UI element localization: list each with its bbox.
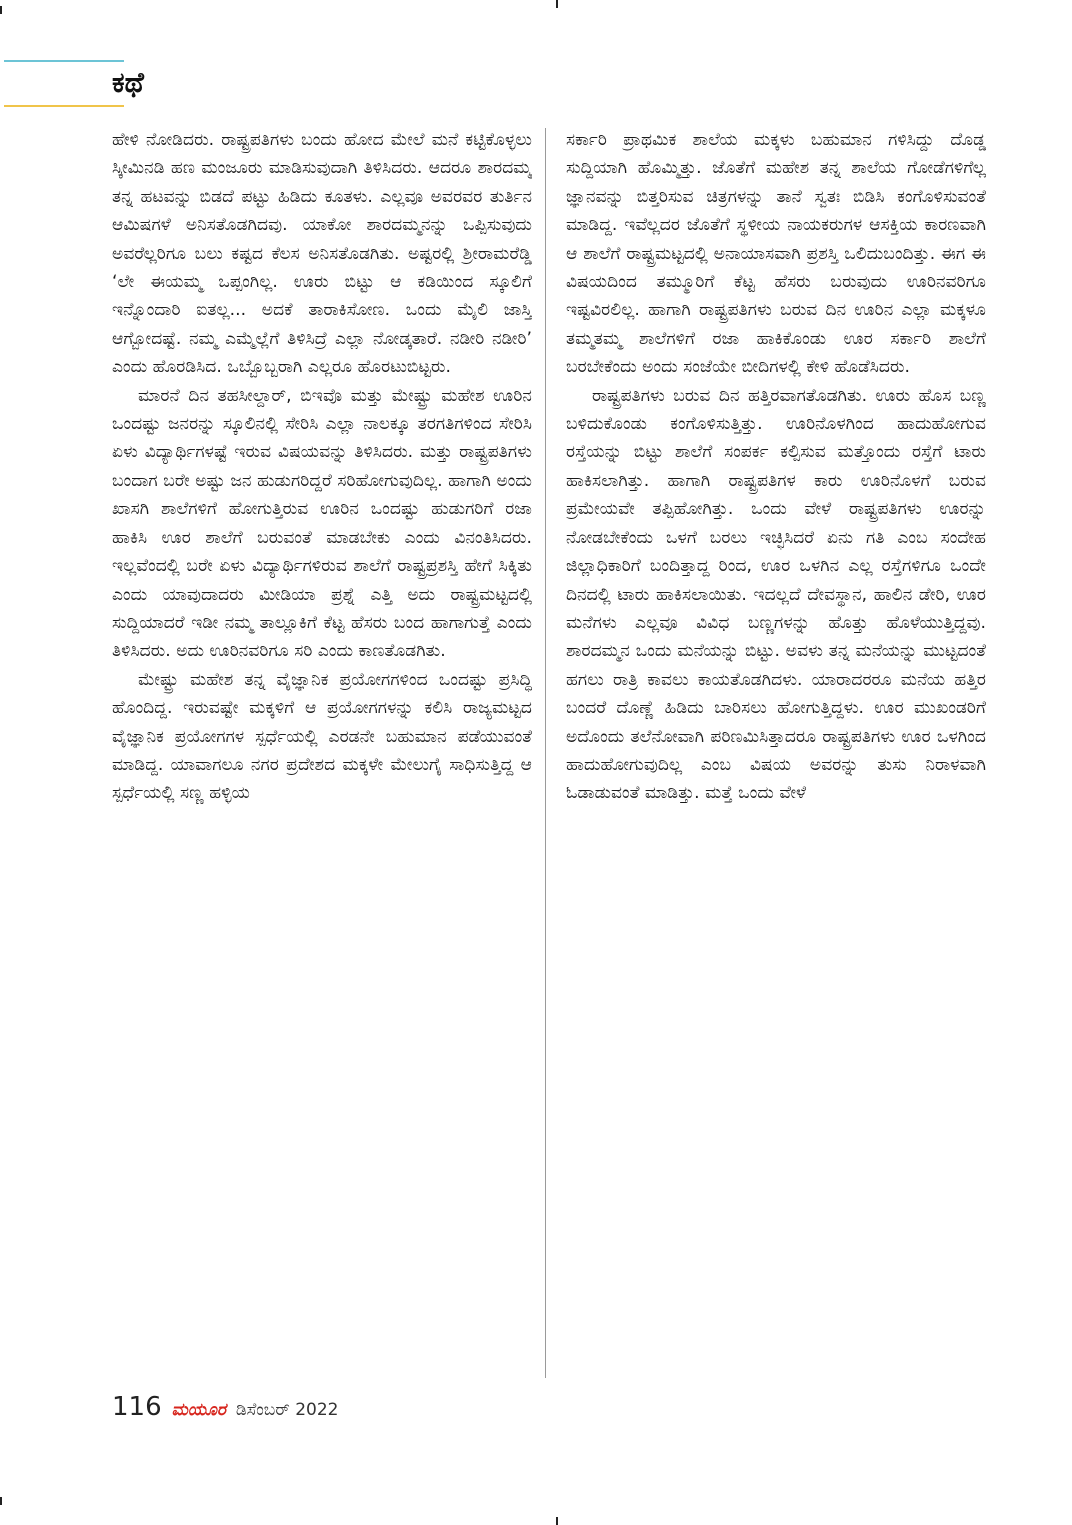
page-footer: [112, 1392, 339, 1432]
page-number: 116: [112, 1392, 162, 1422]
issue-date: ಡಿಸೆಂಬರ್ 2022: [235, 1400, 339, 1420]
section-title: ಕಥೆ: [112, 66, 144, 99]
magazine-name: ಮಯೂರ: [171, 1400, 226, 1420]
text-column-right: [566, 126, 986, 1388]
column-divider: [545, 128, 546, 1378]
paragraph: ಹೇಳಿ ನೋಡಿದರು. ರಾಷ್ಟ್ರಪತಿಗಳು ಬಂದು ಹೋದ ಮೇಲೆ ಮನೆ ಕಟ್ಟಿಕೊಳ್ಳಲು ಸ್ಕೀಮಿನಡಿ ಹಣ ಮಂಜೂರು ಮಾಡಿಸುವುದಾಗಿ ತಿಳಿಸಿದರು. ಆದರೂ ಶಾರದಮ್ಮ ತನ್ನ ಹಟವನ್ನು ಬಿಡದೆ ಪಟ್ಟು ಹಿಡಿದು ಕೂತಳು. ಎಲ್ಲವೂ ಅವರವರ ತುರ್ತಿನ ಆಮಿಷಗಳೆ ಅನಿಸತೊಡಗಿದವು. ಯಾಕೋ ಶಾರದಮ್ಮನನ್ನು ಒಪ್ಪಿಸುವುದು ಅವರೆಲ್ಲರಿಗೂ ಬಲು ಕಷ್ಟದ ಕೆಲಸ ಅನಿಸತೊಡಗಿತು. ಅಷ್ಟರಲ್ಲಿ ಶ್ರೀರಾಮರೆಡ್ಡಿ ‘ಲೇ ಈಯಮ್ಮ ಒಪ್ಪಂಗಿಲ್ಲ. ಊರು ಬಿಟ್ಟು ಆ ಕಡಿಯಿಂದ ಸ್ಕೂಲಿಗೆ ಇನ್ನೊಂದಾರಿ ಐತಲ್ಲ... ಅದಕೆ ತಾರಾಕಿಸೋಣ. ಒಂದು ಮೈಲಿ ಜಾಸ್ತಿ ಆಗ್ಬೋದಷ್ಟೆ. ನಮ್ಮ ಎಮ್ಮೆಲ್ಲೆಗೆ ತಿಳಿಸಿದ್ರೆ ಎಲ್ಲಾ ನೋಡ್ಕತಾರೆ. ನಡೀರಿ ನಡೀರಿ’ ಎಂದು ಹೊರಡಿಸಿದ. ಒಬ್ಬೊಬ್ಬರಾಗಿ ಎಲ್ಲರೂ ಹೊರಟುಬಿಟ್ಟರು.: [112, 130, 532, 378]
crop-mark: [0, 6, 2, 14]
paragraph: ರಾಷ್ಟ್ರಪತಿಗಳು ಬರುವ ದಿನ ಹತ್ತಿರವಾಗತೊಡಗಿತು. ಊರು ಹೊಸ ಬಣ್ಣ ಬಳಿದುಕೊಂಡು ಕಂಗೊಳಿಸುತ್ತಿತ್ತು. ಊರಿನೊಳಗಿಂದ ಹಾದುಹೋಗುವ ರಸ್ತೆಯನ್ನು ಬಿಟ್ಟು ಶಾಲೆಗೆ ಸಂಪರ್ಕ ಕಲ್ಪಿಸುವ ಮತ್ತೊಂದು ರಸ್ತೆಗೆ ಟಾರು ಹಾಕಿಸಲಾಗಿತ್ತು. ಹಾಗಾಗಿ ರಾಷ್ಟ್ರಪತಿಗಳ ಕಾರು ಊರಿನೊಳಗೆ ಬರುವ ಪ್ರಮೇಯವೇ ತಪ್ಪಿಹೋಗಿತ್ತು. ಒಂದು ವೇಳೆ ರಾಷ್ಟ್ರಪತಿಗಳು ಊರನ್ನು ನೋಡಬೇಕೆಂದು ಒಳಗೆ ಬರಲು ಇಚ್ಛಿಸಿದರೆ ಏನು ಗತಿ ಎಂಬ ಸಂದೇಹ ಜಿಲ್ಲಾಧಿಕಾರಿಗೆ ಬಂದಿತ್ತಾದ್ದ ರಿಂದ, ಊರ ಒಳಗಿನ ಎಲ್ಲ ರಸ್ತೆಗಳಿಗೂ ಒಂದೇ ದಿನದಲ್ಲಿ ಟಾರು ಹಾಕಿಸಲಾಯಿತು. ಇದಲ್ಲದೆ ದೇವಸ್ಥಾನ, ಹಾಲಿನ ಡೇರಿ, ಊರ ಮನೆಗಳು ಎಲ್ಲವೂ ವಿವಿಧ ಬಣ್ಣಗಳನ್ನು ಹೊತ್ತು ಹೊಳೆಯುತ್ತಿದ್ದವು. ಶಾರದಮ್ಮನ ಒಂದು ಮನೆಯನ್ನು ಬಿಟ್ಟು. ಅವಳು ತನ್ನ ಮನೆಯನ್ನು ಮುಟ್ಟದಂತೆ ಹಗಲು ರಾತ್ರಿ ಕಾವಲು ಕಾಯತೊಡಗಿದಳು. ಯಾರಾದರರೂ ಮನೆಯ ಹತ್ತಿರ ಬಂದರೆ ದೊಣ್ಣೆ ಹಿಡಿದು ಬಾರಿಸಲು ಹೋಗುತ್ತಿದ್ದಳು. ಊರ ಮುಖಂಡರಿಗೆ ಅದೊಂದು ತಲೆನೋವಾಗಿ ಪರಿಣಮಿಸಿತ್ತಾದರೂ ರಾಷ್ಟ್ರಪತಿಗಳು ಊರ ಒಳಗಿಂದ ಹಾದುಹೋಗುವುದಿಲ್ಲ ಎಂಬ ವಿಷಯ ಅವರನ್ನು ತುಸು ನಿರಾಳವಾಗಿ ಓಡಾಡುವಂತೆ ಮಾಡಿತ್ತು. ಮತ್ತೆ ಒಂದು ವೇಳೆ: [566, 385, 986, 804]
paragraph: ಮಾರನೆ ದಿನ ತಹಸೀಲ್ದಾರ್, ಬಿಇವೊ ಮತ್ತು ಮೇಷ್ಟ್ರು ಮಹೇಶ ಊರಿನ ಒಂದಷ್ಟು ಜನರನ್ನು ಸ್ಕೂಲಿನಲ್ಲಿ ಸೇರಿಸಿ ಎಲ್ಲಾ ನಾಲಕ್ಕೂ ತರಗತಿಗಳಿಂದ ಸೇರಿಸಿ ಏಳು ವಿದ್ಯಾರ್ಥಿಗಳಷ್ಟೆ ಇರುವ ವಿಷಯವನ್ನು ತಿಳಿಸಿದರು. ಮತ್ತು ರಾಷ್ಟ್ರಪತಿಗಳು ಬಂದಾಗ ಬರೇ ಅಷ್ಟು ಜನ ಹುಡುಗರಿದ್ದರೆ ಸರಿಹೋಗುವುದಿಲ್ಲ. ಹಾಗಾಗಿ ಅಂದು ಖಾಸಗಿ ಶಾಲೆಗಳಿಗೆ ಹೋಗುತ್ತಿರುವ ಊರಿನ ಒಂದಷ್ಟು ಹುಡುಗರಿಗೆ ರಜಾ ಹಾಕಿಸಿ ಊರ ಶಾಲೆಗೆ ಬರುವಂತೆ ಮಾಡಬೇಕು ಎಂದು ವಿನಂತಿಸಿದರು. ಇಲ್ಲವೆಂದಲ್ಲಿ ಬರೇ ಏಳು ವಿದ್ಯಾರ್ಥಿಗಳಿರುವ ಶಾಲೆಗೆ ರಾಷ್ಟ್ರಪ್ರಶಸ್ತಿ ಹೇಗೆ ಸಿಕ್ಕಿತು ಎಂದು ಯಾವುದಾದರು ಮೀಡಿಯಾ ಪ್ರಶ್ನೆ ಎತ್ತಿ ಅದು ರಾಷ್ಟ್ರಮಟ್ಟದಲ್ಲಿ ಸುದ್ದಿಯಾದರೆ ಇಡೀ ನಮ್ಮ ತಾಲ್ಲೂಕಿಗೆ ಕೆಟ್ಟ ಹೆಸರು ಬಂದ ಹಾಗಾಗುತ್ತೆ ಎಂದು ತಿಳಿಸಿದರು. ಅದು ಊರಿನವರಿಗೂ ಸರಿ ಎಂದು ಕಾಣತೊಡಗಿತು.: [112, 385, 532, 662]
crop-mark: [556, 1517, 558, 1525]
text-column-left: [112, 126, 532, 1388]
crop-mark: [0, 1497, 2, 1505]
header-rule-top: [4, 60, 124, 62]
crop-mark: [556, 0, 558, 8]
paragraph: ಮೇಷ್ಟ್ರು ಮಹೇಶ ತನ್ನ ವೈಜ್ಞಾನಿಕ ಪ್ರಯೋಗಗಳಿಂದ ಒಂದಷ್ಟು ಪ್ರಸಿದ್ಧಿ ಹೊಂದಿದ್ದ. ಇರುವಷ್ಟೇ ಮಕ್ಕಳಿಗೆ ಆ ಪ್ರಯೋಗಗಳನ್ನು ಕಲಿಸಿ ರಾಜ್ಯಮಟ್ಟದ ವೈಜ್ಞಾನಿಕ ಪ್ರಯೋಗಗಳ ಸ್ಪರ್ಧೆಯಲ್ಲಿ ಎರಡನೇ ಬಹುಮಾನ ಪಡೆಯುವಂತೆ ಮಾಡಿದ್ದ. ಯಾವಾಗಲೂ ನಗರ ಪ್ರದೇಶದ ಮಕ್ಕಳೇ ಮೇಲುಗೈ ಸಾಧಿಸುತ್ತಿದ್ದ ಆ ಸ್ಪರ್ಧೆಯಲ್ಲಿ ಸಣ್ಣ ಹಳ್ಳಿಯ: [112, 669, 532, 804]
header-rule-bottom: [4, 105, 124, 107]
paragraph: ಸರ್ಕಾರಿ ಪ್ರಾಥಮಿಕ ಶಾಲೆಯ ಮಕ್ಕಳು ಬಹುಮಾನ ಗಳಿಸಿದ್ದು ದೊಡ್ಡ ಸುದ್ದಿಯಾಗಿ ಹೊಮ್ಮಿತ್ತು. ಜೊತೆಗೆ ಮಹೇಶ ತನ್ನ ಶಾಲೆಯ ಗೋಡೆಗಳಿಗೆಲ್ಲ ಜ್ಞಾನವನ್ನು ಬಿತ್ತರಿಸುವ ಚಿತ್ರಗಳನ್ನು ತಾನೆ ಸ್ವತಃ ಬಿಡಿಸಿ ಕಂಗೊಳಿಸುವಂತೆ ಮಾಡಿದ್ದ. ಇವೆಲ್ಲದರ ಜೊತೆಗೆ ಸ್ಥಳೀಯ ನಾಯಕರುಗಳ ಆಸಕ್ತಿಯ ಕಾರಣವಾಗಿ ಆ ಶಾಲೆಗೆ ರಾಷ್ಟ್ರಮಟ್ಟದಲ್ಲಿ ಅನಾಯಾಸವಾಗಿ ಪ್ರಶಸ್ತಿ ಒಲಿದುಬಂದಿತ್ತು. ಈಗ ಈ ವಿಷಯದಿಂದ ತಮ್ಮೂರಿಗೆ ಕೆಟ್ಟ ಹೆಸರು ಬರುವುದು ಊರಿನವರಿಗೂ ಇಷ್ಟವಿರಲಿಲ್ಲ. ಹಾಗಾಗಿ ರಾಷ್ಟ್ರಪತಿಗಳು ಬರುವ ದಿನ ಊರಿನ ಎಲ್ಲಾ ಮಕ್ಕಳೂ ತಮ್ಮತಮ್ಮ ಶಾಲೆಗಳಿಗೆ ರಜಾ ಹಾಕಿಕೊಂಡು ಊರ ಸರ್ಕಾರಿ ಶಾಲೆಗೆ ಬರಬೇಕೆಂದು ಅಂದು ಸಂಜೆಯೇ ಬೀದಿಗಳಲ್ಲಿ ಕೇಳಿ ಹೊಡೆಸಿದರು.: [566, 130, 986, 378]
